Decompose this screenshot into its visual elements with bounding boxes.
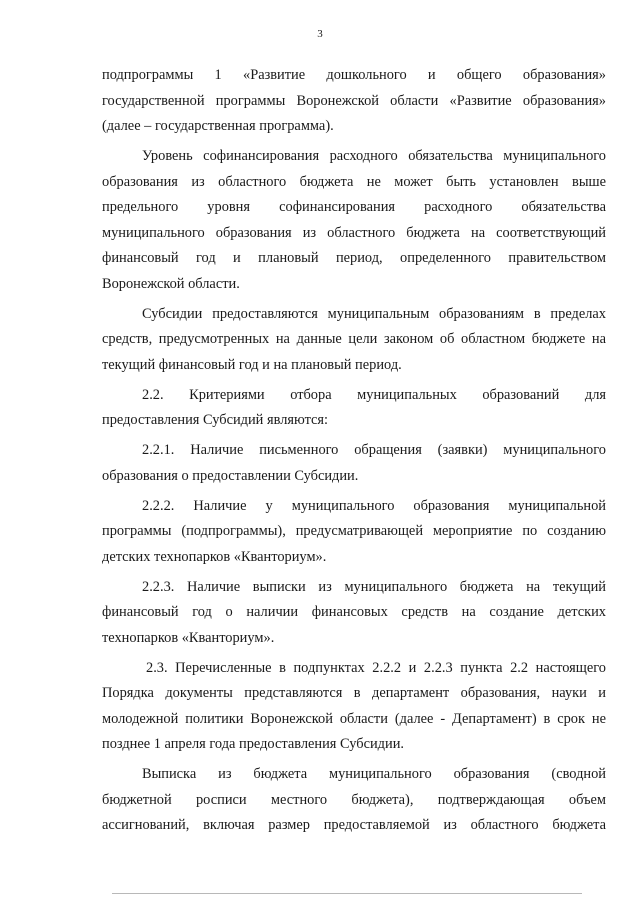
- text-line: 2.2.1. Наличие письменного обращения (заявки) муниципального: [142, 442, 606, 458]
- text-line: (далее – государственная программа).: [102, 118, 334, 134]
- text-line: 2.3. Перечисленные в подпунктах 2.2.2 и 2.2.3 пункта 2.2 настоящего: [146, 659, 606, 676]
- text-line: образования о предоставлении Субсидии.: [102, 467, 359, 484]
- text-line: подпрограммы 1 «Развитие дошкольного и общего образования»: [102, 67, 606, 83]
- text-line: муниципального образования из областного бюджета на соответствующий: [102, 224, 606, 241]
- text-line: Порядка документы представляются в департамент образования, науки и: [102, 685, 606, 701]
- text-line: Выписка из бюджета муниципального образования (сводной: [142, 766, 606, 782]
- text-line: 2.2.2. Наличие у муниципального образования муниципальной: [142, 497, 606, 514]
- scan-edge-line: [112, 893, 582, 894]
- text-line: ассигнований, включая размер предоставляемой из областного бюджета: [102, 817, 606, 833]
- text-line: государственной программы Воронежской области «Развитие образования»: [102, 92, 606, 109]
- text-line: молодежной политики Воронежской области (далее - Департамент) в срок не: [102, 710, 606, 727]
- text-line: Уровень софинансирования расходного обязательства муниципального: [142, 148, 606, 164]
- text-line: предельного уровня софинансирования расходного обязательства: [102, 199, 606, 215]
- text-line: финансовый год и плановый период, определенного правительством: [102, 250, 606, 266]
- text-line: Воронежской области.: [102, 275, 240, 292]
- text-line: текущий финансовый год и на плановый период.: [102, 356, 402, 373]
- document-body: [102, 63, 606, 839]
- text-line: средств, предусмотренных на данные цели законом об областном бюджете на: [102, 331, 606, 347]
- text-line: финансовый год о наличии финансовых средств на создание детских: [102, 604, 606, 620]
- text-line: образования из областного бюджета не может быть установлен выше: [102, 173, 606, 190]
- text-line: Субсидии предоставляются муниципальным образованиям в пределах: [142, 305, 606, 322]
- text-line: детских технопарков «Кванториум».: [102, 548, 327, 565]
- text-line: предоставления Субсидий являются:: [102, 412, 329, 428]
- text-line: 2.2.3. Наличие выписки из муниципального бюджета на текущий: [142, 578, 606, 595]
- text-line: позднее 1 апреля года предоставления Субсидии.: [102, 736, 404, 752]
- text-line: программы (подпрограммы), предусматривающей мероприятие по созданию: [102, 523, 606, 539]
- text-line: технопарков «Кванториум».: [102, 629, 275, 646]
- page-number: 3: [317, 28, 323, 40]
- text-line: 2.2. Критериями отбора муниципальных образований для: [142, 386, 606, 403]
- text-line: бюджетной росписи местного бюджета), подтверждающая объем: [102, 791, 606, 808]
